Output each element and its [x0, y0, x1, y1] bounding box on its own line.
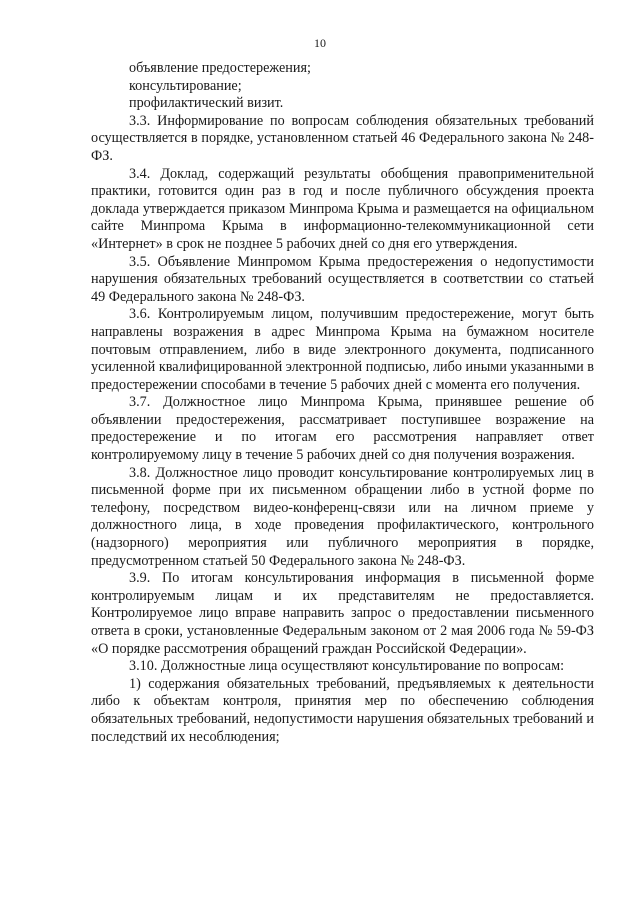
paragraph-3-10: 3.10. Должностные лица осуществляют консультирование по вопросам: [129, 658, 565, 675]
list-item: консультирование; [129, 77, 242, 94]
page-number: 10 [314, 36, 326, 50]
paragraph-3-10-item-1: 1) содержания обязательных требований, предъявляемых к деятельности либо к объектам контроля, принятия мер по обеспечению соблюдения обязательных требований, недопустимости нарушения обязательных требований и последствий их несоблюдения; [91, 675, 594, 745]
paragraph-3-5: 3.5. Объявление Минпромом Крыма предостережения о недопустимости нарушения обязательных требований осуществляется в соответствии со статьей 49 Федерального закона № 248-ФЗ. [91, 253, 594, 305]
list-item: профилактический визит. [129, 95, 284, 112]
paragraph-3-4: 3.4. Доклад, содержащий результаты обобщения правоприменительной практики, готовится один раз в год и после публичного обсуждения проекта доклада утверждается приказом Минпрома Крыма и размещается на официальном сайте Минпрома Крыма в информационно-телекоммуникационной сети «Интернет» в срок не позднее 5 рабочих дней со дня его утверждения. [91, 165, 594, 252]
paragraph-3-6: 3.6. Контролируемым лицом, получившим предостережение, могут быть направлены возражения в адрес Минпрома Крыма на бумажном носителе почтовым отправлением, либо в виде электронного документа, подписанного усиленной квалифицированной электронной подписью, либо иными указанными в предостережении способами в течение 5 рабочих дней с момента его получения. [91, 306, 594, 393]
document-body [91, 60, 594, 746]
paragraph-3-8: 3.8. Должностное лицо проводит консультирование контролируемых лиц в письменной форме при их письменном обращении либо в устной форме по телефону, посредством видео-конференц-связи или на личном приеме у должностного лица, в ходе проведения профилактического, контрольного (надзорного) мероприятия или публичного мероприятия в порядке, предусмотренном статьей 50 Федерального закона № 248-ФЗ. [91, 464, 594, 569]
paragraph-3-7: 3.7. Должностное лицо Минпрома Крыма, принявшее решение об объявлении предостережения, рассматривает поступившее возражение на предостережение и по итогам его рассмотрения направляет ответ контролируемому лицу в течение 5 рабочих дней со дня получения возражения. [91, 394, 594, 464]
paragraph-3-9: 3.9. По итогам консультирования информация в письменной форме контролируемым лицам и их представителям не предоставляется. Контролируемое лицо вправе направить запрос о предоставлении письменного ответа в сроки, установленные Федеральным законом от 2 мая 2006 года № 59-ФЗ «О порядке рассмотрения обращений граждан Российской Федерации». [91, 570, 594, 657]
paragraph-3-3: 3.3. Информирование по вопросам соблюдения обязательных требований осуществляется в порядке, установленном статьей 46 Федерального закона № 248-ФЗ. [91, 112, 594, 164]
list-item: объявление предостережения; [129, 60, 311, 76]
